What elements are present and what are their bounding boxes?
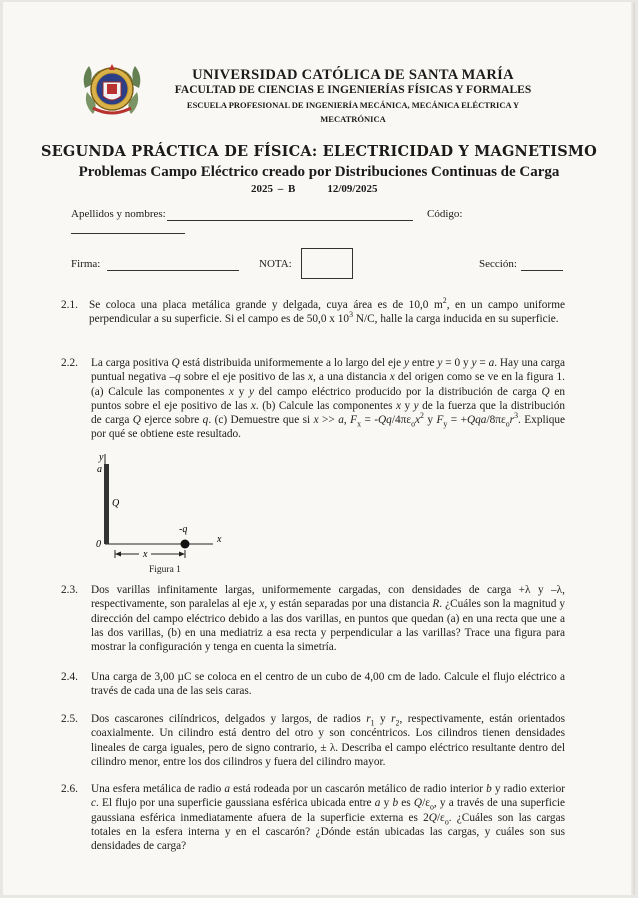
problem-2-1 (63, 298, 565, 327)
surname-label: Apellidos y nombres: (71, 208, 166, 220)
surname-field-line-2[interactable] (71, 233, 185, 234)
y-axis-label: y (99, 452, 104, 463)
exam-sheet (3, 2, 635, 895)
university-name: UNIVERSIDAD CATÓLICA DE SANTA MARÍA (192, 67, 514, 83)
section-field-line[interactable] (521, 270, 563, 271)
problem-2-2 (63, 356, 565, 442)
problem-text: Dos varillas infinitamente largas, uniformemente cargadas, con densidades de carga +λ y –λ, respectivamente, son paralelas al eje x, y están separadas por una distancia R. ¿Cuáles son la magnitud y dirección del campo eléctrico debido a las dos varillas, en puntos que quedan (a) en una recta que une a las dos varillas, (b) en una mediatriz a esa recta y perpendicular a las varillas? Trace una figura para mostrar la configuración y tenga en cuenta la simetría. (91, 584, 565, 654)
section-label: Sección: (479, 258, 517, 270)
signature-field-line[interactable] (107, 270, 239, 271)
faculty-name: FACULTAD DE CIENCIAS E INGENIERÍAS FÍSICAS Y FORMALES (174, 84, 532, 96)
figure-1-diagram (93, 450, 233, 580)
origin-label: 0 (96, 539, 101, 550)
university-seal-logo (79, 58, 145, 120)
problem-2-5 (63, 712, 565, 769)
code-label: Código: (427, 208, 463, 220)
q-label: -q (179, 524, 188, 535)
exam-subtitle: Problemas Campo Eléctrico creado por Distribuciones Continuas de Carga (78, 164, 560, 180)
page-edge-shadow (631, 2, 635, 895)
a-label: a (97, 464, 102, 475)
problem-text: Una carga de 3,00 µC se coloca en el centro de un cubo de 4,00 cm de lado. Calcule el flujo eléctrico a través de cada una de las seis caras. (91, 671, 565, 698)
problem-number: 2.3. (61, 584, 78, 596)
surname-field-line[interactable] (167, 220, 413, 221)
distance-label: x (143, 549, 148, 560)
signature-label: Firma: (71, 258, 101, 270)
x-axis-label: x (217, 534, 222, 545)
exam-meta (251, 183, 409, 195)
problem-2-3 (63, 583, 565, 654)
problem-number: 2.2. (61, 357, 78, 369)
figure-caption: Figura 1 (149, 565, 181, 575)
charged-rod (104, 464, 109, 544)
problem-2-6 (63, 782, 565, 853)
point-charge (181, 540, 190, 549)
problem-text: Dos cascarones cilíndricos, delgados y largos, de radios $r_1$ y $r_2$, respectivamente, están orientados coaxialmente. Un cilindro está dentro del otro y son concéntricos. Los cilindros tienen densidades lineales de carga iguales, pero de signo contrario, ± λ. Describa el campo eléctrico resultante dentro del cilindro menor, entre los dos cilindros y fuera del cilindro mayor. (91, 713, 565, 768)
problem-number: 2.4. (61, 671, 78, 683)
grade-label: NOTA: (259, 258, 292, 270)
school-name: ESCUELA PROFESIONAL DE INGENIERÍA MECÁNICA, MECÁNICA ELÉCTRICA Y MECATRÓNICA (186, 100, 520, 124)
exam-term: 2025 – B (251, 183, 296, 195)
problem-2-4 (63, 670, 565, 699)
problem-text: Una esfera metálica de radio a está rodeada por un cascarón metálico de radio interior b y radio exterior c. El flujo por una superficie gaussiana esférica ubicada entre a y b es $Q/\varepsilon_o$, y a través de una superficie gaussiana esférica inmediatamente afuera de la superficie externa es $2Q/\varepsilon_o$. ¿Cuáles son las cargas totales en la esfera interna y en el cascarón? ¿Dónde están ubicadas las cargas, y cuáles son sus densidades de carga? (91, 783, 566, 853)
problem-number: 2.5. (61, 713, 78, 725)
grade-box[interactable] (301, 248, 353, 279)
Q-label: Q (112, 498, 120, 509)
problem-text: Se coloca una placa metálica grande y delgada, cuya área es de 10,0 $m^2$, en un campo uniforme perpendicular a su superficie. Si el campo es de 50,0 x $10^3$ N/C, halle la carga inducida en su superficie. (89, 296, 565, 326)
exam-title: SEGUNDA PRÁCTICA DE FÍSICA: ELECTRICIDAD Y MAGNETISMO (41, 143, 597, 160)
problem-number: 2.1. (61, 299, 78, 311)
problem-number: 2.6. (61, 783, 78, 795)
problem-text: La carga positiva Q está distribuida uniformemente a lo largo del eje y entre y = 0 y y = a. Hay una carga puntual negativa –q sobre el eje positivo de las x, a una distancia x del origen como se ve en la figura 1. (a) Calcule las componentes x y y del campo eléctrico producido por la distribución de carga Q en puntos sobre el eje positivo de las x. (b) Calcule las componentes x y y de la fuerza que la distribución de carga Q ejerce sobre q. (c) Demuestre que si x >> a, $F_x = -Qq/4\pi\varepsilon_ox^2$ y $F_y = +Qqa/8\pi\varepsilon_or^3$. Explique por qué se obtiene este resultado. (91, 357, 566, 441)
exam-date: 12/09/2025 (327, 183, 378, 195)
